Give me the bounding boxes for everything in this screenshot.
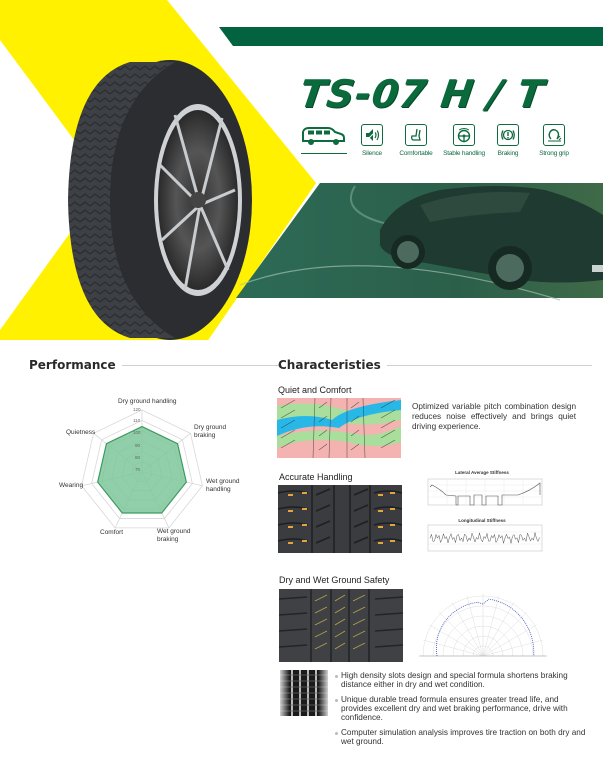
feature-strong-grip: Strong grip xyxy=(530,122,578,157)
radar-series xyxy=(98,427,187,513)
radar-tick: 70 xyxy=(135,467,141,472)
feature-comfortable: Comfortable xyxy=(393,122,439,157)
radar-grid xyxy=(82,410,203,528)
seat-icon xyxy=(408,127,424,143)
brake-icon xyxy=(500,127,516,143)
handling-tread-image xyxy=(278,485,402,553)
green-band xyxy=(219,27,603,46)
feature-stable-handling: Stable handling xyxy=(439,122,489,157)
tire-image xyxy=(68,60,252,340)
steering-wheel-icon xyxy=(456,127,472,143)
noise-pitch-image xyxy=(277,398,401,458)
radar-tick: 120 xyxy=(133,407,141,412)
traction-polar-chart xyxy=(418,588,548,660)
radar-chart xyxy=(60,395,230,555)
feature-suv xyxy=(298,122,348,153)
performance-heading: Performance xyxy=(29,358,282,372)
radar-label-quietness: Quietness xyxy=(66,429,96,436)
radar-tick: 110 xyxy=(133,418,141,423)
radar-label-wet-braking: Wet ground braking xyxy=(157,528,191,543)
lateral-stiffness-title: Lateral Average Stiffness xyxy=(455,470,509,475)
longitudinal-stiffness-title: Longitudinal Stiffness xyxy=(458,518,506,523)
radar-tick: 100 xyxy=(133,430,141,435)
product-title: TS-07 H / T xyxy=(296,72,548,116)
safety-tread-image xyxy=(279,589,403,662)
feature-braking: Braking xyxy=(488,122,528,157)
lateral-stiffness-chart xyxy=(418,475,546,511)
longitudinal-stiffness-chart xyxy=(418,523,546,557)
grip-icon xyxy=(546,127,562,143)
heading-rule xyxy=(387,365,592,366)
bullet-item: Unique durable tread formula ensures greater tread life, and provides excellent dry and wet braking performance, drive with confidence. xyxy=(335,695,590,722)
radar-tick: 90 xyxy=(135,443,141,448)
safety-bullet-list xyxy=(335,671,590,752)
feature-silence: Silence xyxy=(352,122,392,157)
radar-label-comfort: Comfort xyxy=(100,529,124,536)
radar-label-dry-braking: Dry ground braking xyxy=(194,424,227,439)
heading-rule xyxy=(122,365,282,366)
radar-label-dry-handling: Dry ground handling xyxy=(118,398,177,405)
radar-tick: 80 xyxy=(135,455,141,460)
bullet-item: High density slots design and special formula shortens braking distance either in dry and wet condition. xyxy=(335,671,590,689)
bullet-item: Computer simulation analysis improves tire traction on both dry and wet ground. xyxy=(335,728,590,746)
dry-wet-safety-title: Dry and Wet Ground Safety xyxy=(279,575,390,585)
silence-icon xyxy=(364,127,380,143)
radar-label-wet-handling: Wet ground handling xyxy=(206,478,240,493)
accurate-handling-title: Accurate Handling xyxy=(279,472,353,482)
hero-banner xyxy=(0,0,603,340)
radar-label-wearing: Wearing xyxy=(59,482,84,489)
quiet-comfort-title: Quiet and Comfort xyxy=(278,385,352,395)
quiet-comfort-text: Optimized variable pitch combination design reduces noise effectively and brings quiet driving experience. xyxy=(412,402,576,431)
characteristics-heading: Characteristies xyxy=(278,358,592,372)
feature-icons xyxy=(298,122,598,170)
stiffness-charts xyxy=(418,470,546,558)
divider xyxy=(301,153,347,154)
tread-pattern-thumbnail xyxy=(280,670,328,716)
suv-icon xyxy=(300,124,346,148)
